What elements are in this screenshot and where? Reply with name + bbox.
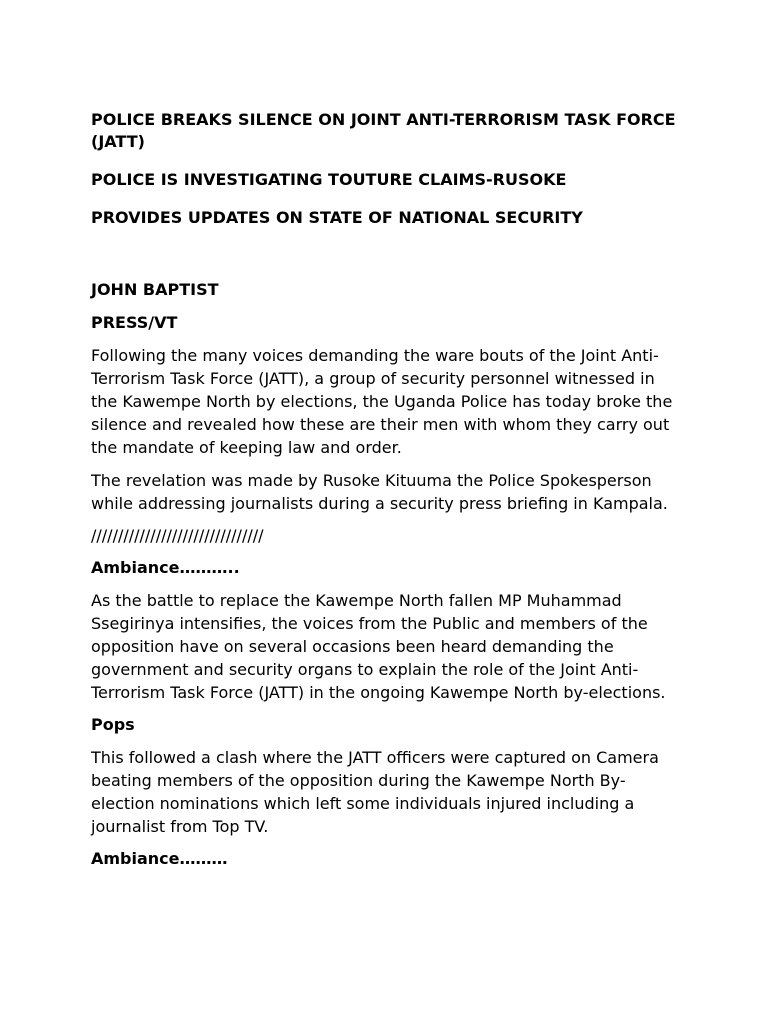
body-paragraph-3: As the battle to replace the Kawempe North fallen MP Muhammad Ssegirinya intensifies, the voices from the Public and members of the opposition have on several occasions been heard demanding the government and security organs to explain the role of the Joint Anti-Terrorism Task Force (JATT) in the ongoing Kawempe North by-elections. — [91, 591, 666, 702]
headline-sub-investigation: POLICE IS INVESTIGATING TOUTURE CLAIMS-RUSOKE — [91, 170, 567, 189]
document-page — [91, 109, 681, 880]
headline-sub-security: PROVIDES UPDATES ON STATE OF NATIONAL SECURITY — [91, 208, 583, 227]
byline-outlet: PRESS/VT — [91, 313, 178, 332]
body-paragraph-1: Following the many voices demanding the ware bouts of the Joint Anti-Terrorism Task Force (JATT), a group of security personnel witnessed in the Kawempe North by elections, the Uganda Police has today broke the silence and revealed how these are their men with whom they carry out the mandate of keeping law and order. — [91, 346, 673, 457]
marker-ambiance-2: Ambiance……… — [91, 849, 228, 868]
body-paragraph-2: The revelation was made by Rusoke Kituuma the Police Spokesperson while addressing journalists during a security press briefing in Kampala. — [91, 471, 668, 513]
body-paragraph-4: This followed a clash where the JATT officers were captured on Camera beating members of the opposition during the Kawempe North By-election nominations which left some individuals injured including a journalist from Top TV. — [91, 748, 659, 836]
byline-author: JOHN BAPTIST — [91, 280, 219, 299]
marker-ambiance-1: Ambiance……….. — [91, 558, 240, 577]
marker-pops: Pops — [91, 715, 135, 734]
section-divider: //////////////////////////////// — [91, 526, 264, 545]
headline-main: POLICE BREAKS SILENCE ON JOINT ANTI-TERRORISM TASK FORCE (JATT) — [91, 110, 676, 151]
